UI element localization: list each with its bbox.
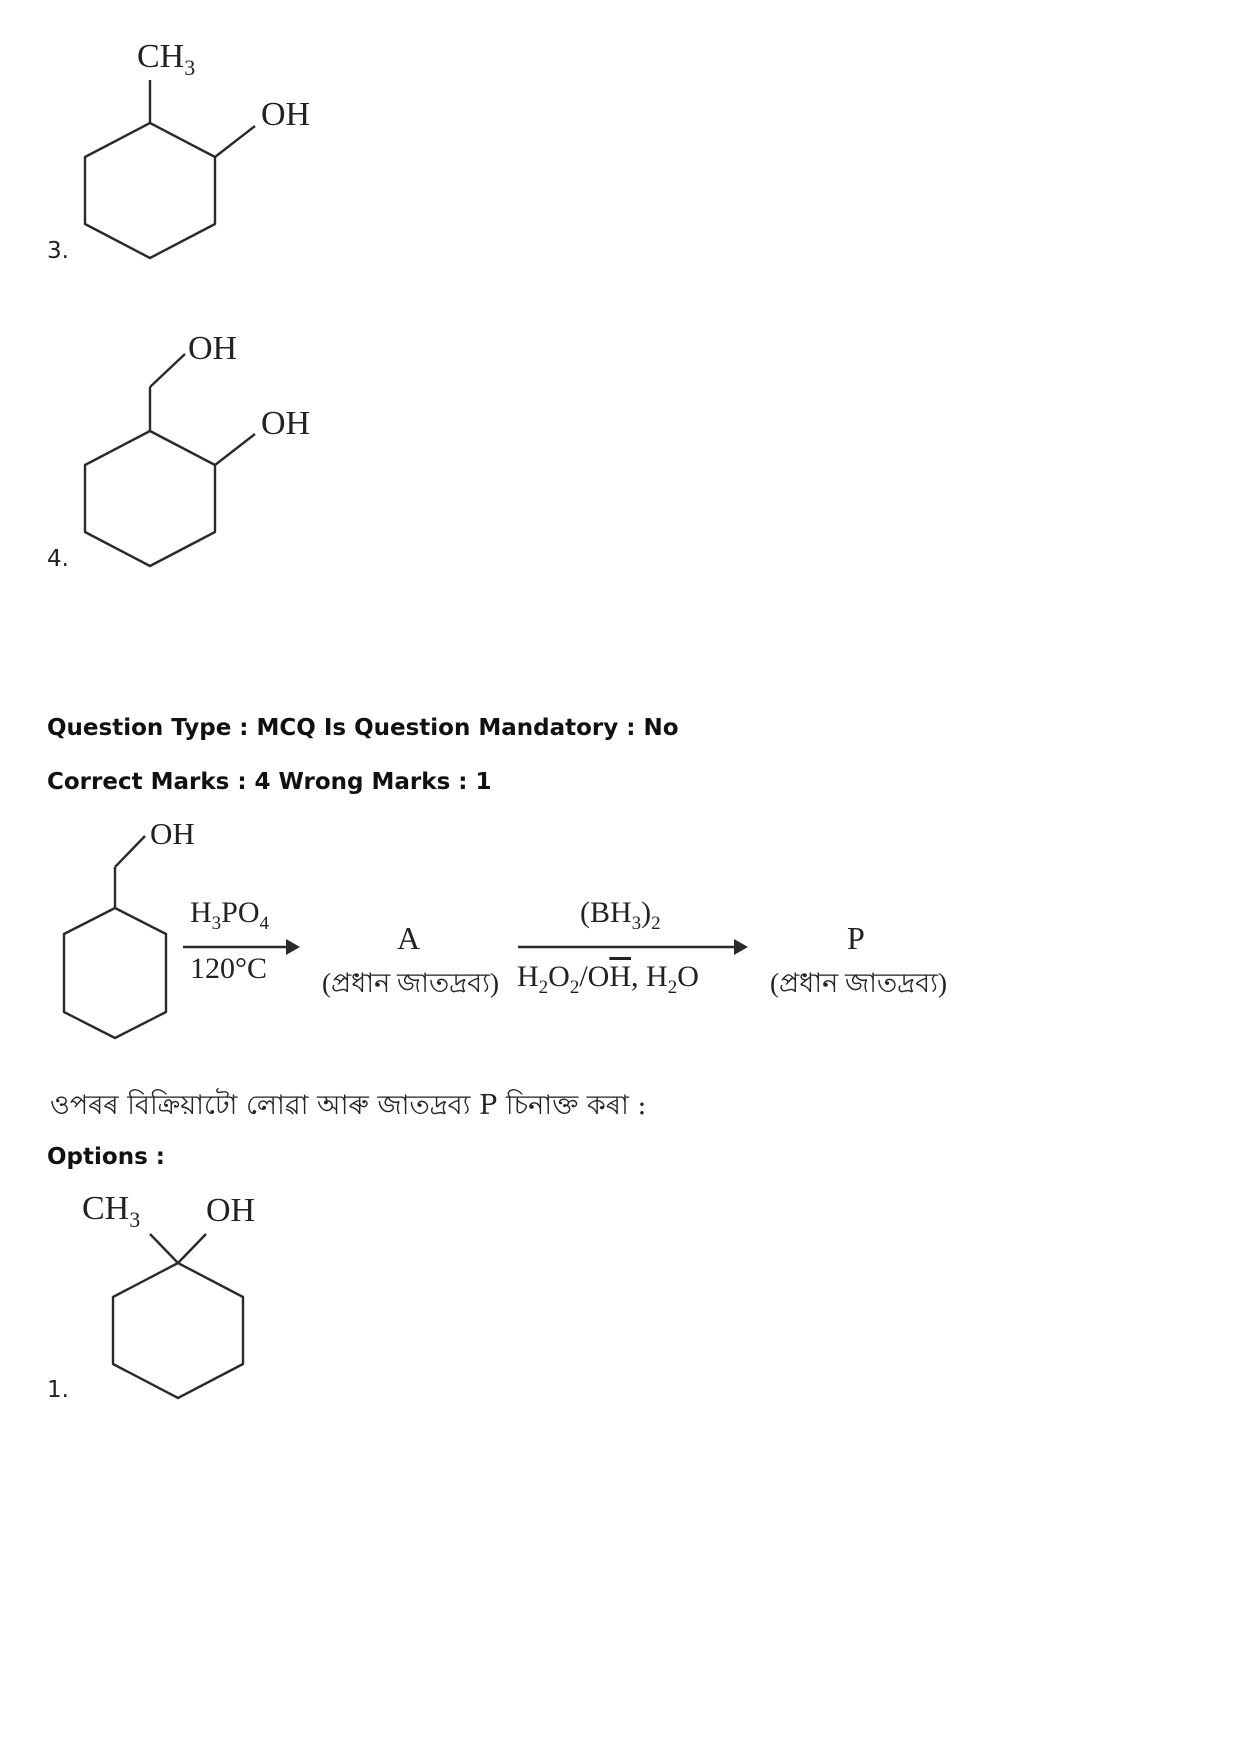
option-3[interactable] [0, 0, 400, 280]
ch3-label: $CH_3$ [137, 38, 196, 80]
reagent-oxidation: $H_2O_2/O\overline{H}$, $H_2O$ [517, 960, 699, 998]
product-p: P [847, 920, 865, 956]
intermediate-a: A [397, 920, 421, 956]
reagent-h3po4: $H_3PO_4$ [190, 896, 270, 934]
oh-label: OH [206, 1192, 256, 1229]
option-number: 3. [47, 238, 69, 264]
question-type-line: Question Type : MCQ Is Question Mandatory : No [47, 715, 679, 741]
question-stem: ওপৰৰ বিক্ৰিয়াটো লোৱা আৰু জাতদ্ৰব্য P চিনাক্ত কৰা : [50, 1090, 647, 1121]
oh-label: OH [261, 96, 311, 133]
options-label: Options : [47, 1144, 165, 1170]
marks-line: Correct Marks : 4 Wrong Marks : 1 [47, 769, 492, 795]
reaction-scheme [0, 810, 1000, 1050]
oh-label: OH [188, 330, 238, 367]
option-number: 4. [47, 546, 69, 572]
option-4[interactable] [0, 300, 400, 580]
oh-label: OH [261, 405, 311, 442]
option-number: 1. [47, 1377, 69, 1403]
reagent-bh3-dimer: $(BH_3)_2$ [580, 896, 661, 934]
oh-label: OH [150, 816, 195, 851]
reagent-temperature: 120°C [190, 952, 268, 985]
product-note: (প্ৰধান জাতদ্ৰব্য) [770, 968, 948, 998]
option-1[interactable] [0, 1180, 400, 1420]
ch3-label: $CH_3$ [82, 1190, 141, 1232]
intermediate-note: (প্ৰধান জাতদ্ৰব্য) [322, 968, 500, 998]
